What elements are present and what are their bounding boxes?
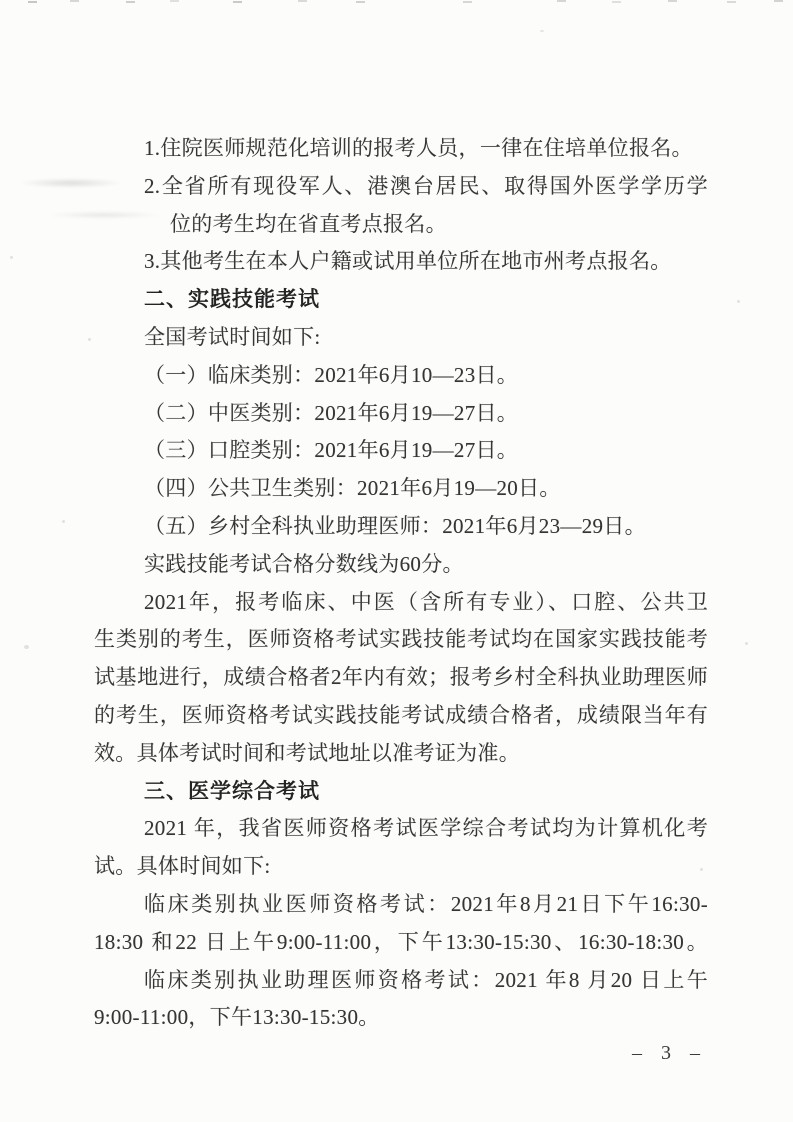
list-item-2-cont: 位的考生均在省直考点报名。 [170,211,447,236]
paragraph-line: 试。具体时间如下: [94,854,271,879]
paragraph-line: 2021年，报考临床、中医（含所有专业）、口腔、公共卫 [144,589,708,614]
paragraph-line: 2021 年，我省医师资格考试医学综合考试均为计算机化考 [144,816,708,841]
scan-speck [737,300,740,303]
section-heading-2: 二、实践技能考试 [144,288,320,312]
scan-noise-top-edge [0,0,9,2]
list-item-3: 3.其他考生在本人户籍或试用单位所在地市州考点报名。 [144,249,672,274]
scan-speck [62,520,65,523]
exam-date-tcm: （二）中医类别：2021年6月19—27日。 [144,400,519,425]
exam-time-assistant-cont: 9:00-11:00，下午13:30-15:30。 [94,1005,380,1030]
exam-date-dental: （三）口腔类别：2021年6月19—27日。 [144,438,519,463]
list-item-2: 2.全省所有现役军人、港澳台居民、取得国外医学学历学 [144,173,708,198]
exam-time-physician-cont: 18:30 和22 日上午9:00-11:00，下午13:30-15:30、16:30-18:30。 [94,929,708,954]
page-number: – 3 – [632,1042,707,1064]
exam-date-clinical: （一）临床类别：2021年6月10—23日。 [144,362,519,387]
exam-time-assistant: 临床类别执业助理医师资格考试：2021 年8 月20 日上午 [144,967,708,992]
paragraph-line: 试基地进行，成绩合格者2年内有效；报考乡村全科执业助理医师 [94,665,708,690]
exam-date-rural: （五）乡村全科执业助理医师：2021年6月23—29日。 [144,513,646,538]
document-body [94,130,708,1037]
paragraph-line: 全国考试时间如下: [144,324,321,349]
passing-score-line: 实践技能考试合格分数线为60分。 [144,551,464,576]
section-heading-3: 三、医学综合考试 [144,779,320,803]
list-item-1: 1.住院医师规范化培训的报考人员，一律在住培单位报名。 [144,136,693,160]
scan-speck [745,642,748,645]
scan-speck [24,645,29,649]
scan-speck [88,338,91,341]
exam-time-physician: 临床类别执业医师资格考试：2021年8月21日下午16:30- [144,891,708,916]
exam-date-publichealth: （四）公共卫生类别：2021年6月19—20日。 [144,476,561,501]
scan-speck [10,256,13,259]
paragraph-line: 效。具体考试时间和考试地址以准考证为准。 [94,740,520,765]
scan-speck [540,30,544,32]
paragraph-line: 生类别的考生，医师资格考试实践技能考试均在国家实践技能考 [94,627,708,652]
paragraph-line: 的考生，医师资格考试实践技能考试成绩合格者，成绩限当年有 [94,702,708,727]
